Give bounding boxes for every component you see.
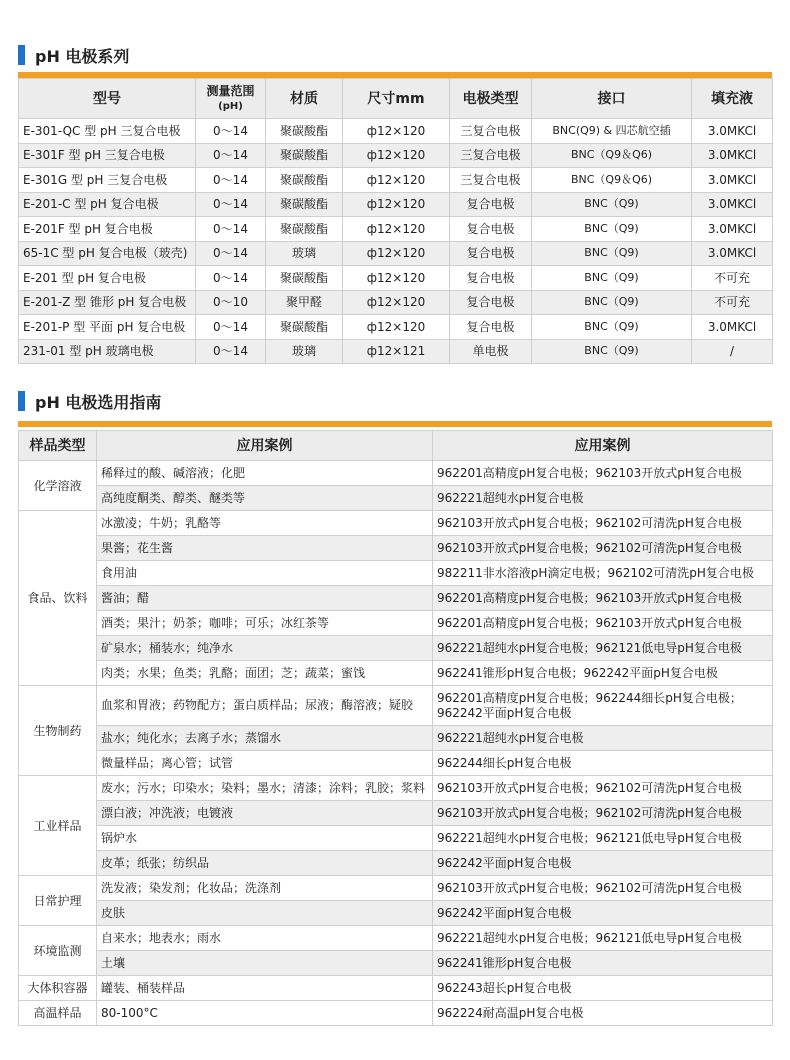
electrode-series-table bbox=[18, 78, 773, 364]
table-row bbox=[19, 339, 773, 364]
cell-product: 962103开放式pH复合电极；962102可清洗pH复合电极 bbox=[433, 511, 773, 536]
cell-product: 962103开放式pH复合电极；962102可清洗pH复合电极 bbox=[433, 536, 773, 561]
cell-application: 肉类；水果；鱼类；乳酪；面团；芝；蔬菜；蜜饯 bbox=[97, 661, 433, 686]
cell-fill: 3.0MKCl bbox=[692, 315, 773, 340]
cell-material: 玻璃 bbox=[266, 339, 343, 364]
cell-product: 962201高精度pH复合电极；962244细长pH复合电极；962242平面pH复合电极 bbox=[433, 686, 773, 726]
table-row bbox=[19, 290, 773, 315]
table-row bbox=[19, 686, 773, 726]
header-material: 材质 bbox=[266, 79, 343, 119]
header-category: 样品类型 bbox=[19, 431, 97, 461]
cell-size: ф12×120 bbox=[343, 168, 450, 193]
cell-product: 962243超长pH复合电极 bbox=[433, 976, 773, 1001]
cell-fill: 3.0MKCl bbox=[692, 192, 773, 217]
table-row bbox=[19, 536, 773, 561]
table-row bbox=[19, 636, 773, 661]
header-application: 应用案例 bbox=[97, 431, 433, 461]
cell-range: 0～14 bbox=[196, 168, 266, 193]
cell-product: 962221超纯水pH复合电极 bbox=[433, 726, 773, 751]
header-model: 型号 bbox=[19, 79, 196, 119]
table-row bbox=[19, 143, 773, 168]
cell-range: 0～14 bbox=[196, 315, 266, 340]
table-row bbox=[19, 241, 773, 266]
header-fill: 填充液 bbox=[692, 79, 773, 119]
cell-material: 聚碳酸酯 bbox=[266, 266, 343, 291]
cell-port: BNC（Q9) bbox=[532, 290, 692, 315]
cell-application: 高纯度酮类、醇类、醚类等 bbox=[97, 486, 433, 511]
selection-guide-table bbox=[18, 430, 773, 1026]
cell-category: 工业样品 bbox=[19, 776, 97, 876]
cell-category: 大体积容器 bbox=[19, 976, 97, 1001]
cell-application: 微量样品；离心管；试管 bbox=[97, 751, 433, 776]
table-row bbox=[19, 315, 773, 340]
cell-product: 962103开放式pH复合电极；962102可清洗pH复合电极 bbox=[433, 801, 773, 826]
cell-material: 聚碳酸酯 bbox=[266, 168, 343, 193]
cell-range: 0～14 bbox=[196, 192, 266, 217]
table-row bbox=[19, 951, 773, 976]
cell-port: BNC（Q9) bbox=[532, 192, 692, 217]
cell-fill: 3.0MKCl bbox=[692, 143, 773, 168]
cell-model: E-301G 型 pH 三复合电极 bbox=[19, 168, 196, 193]
cell-size: ф12×120 bbox=[343, 143, 450, 168]
cell-application: 酱油；醋 bbox=[97, 586, 433, 611]
cell-category: 生物制药 bbox=[19, 686, 97, 776]
cell-material: 玻璃 bbox=[266, 241, 343, 266]
cell-product: 962201高精度pH复合电极；962103开放式pH复合电极 bbox=[433, 461, 773, 486]
cell-product: 962242平面pH复合电极 bbox=[433, 901, 773, 926]
cell-model: E-201-Z 型 锥形 pH 复合电极 bbox=[19, 290, 196, 315]
section-marker bbox=[18, 391, 25, 411]
cell-type: 复合电极 bbox=[450, 217, 532, 242]
table-row bbox=[19, 851, 773, 876]
header-product: 应用案例 bbox=[433, 431, 773, 461]
table-header-row bbox=[19, 431, 773, 461]
header-size: 尺寸mm bbox=[343, 79, 450, 119]
cell-fill: / bbox=[692, 339, 773, 364]
cell-application: 冰激凌；牛奶；乳酪等 bbox=[97, 511, 433, 536]
cell-application: 自来水；地表水；雨水 bbox=[97, 926, 433, 951]
cell-application: 果酱；花生酱 bbox=[97, 536, 433, 561]
section-header-electrode-series bbox=[18, 44, 129, 66]
section-marker bbox=[18, 45, 25, 65]
cell-size: ф12×120 bbox=[343, 119, 450, 144]
table-row bbox=[19, 486, 773, 511]
cell-material: 聚碳酸酯 bbox=[266, 119, 343, 144]
cell-port: BNC（Q9) bbox=[532, 266, 692, 291]
cell-application: 土壤 bbox=[97, 951, 433, 976]
cell-size: ф12×120 bbox=[343, 266, 450, 291]
cell-type: 复合电极 bbox=[450, 290, 532, 315]
cell-material: 聚碳酸酯 bbox=[266, 315, 343, 340]
table-row bbox=[19, 119, 773, 144]
table-row bbox=[19, 801, 773, 826]
cell-type: 三复合电极 bbox=[450, 168, 532, 193]
cell-application: 80-100°C bbox=[97, 1001, 433, 1026]
cell-product: 962221超纯水pH复合电极 bbox=[433, 486, 773, 511]
cell-range: 0～14 bbox=[196, 266, 266, 291]
table-row bbox=[19, 266, 773, 291]
cell-category: 环境监测 bbox=[19, 926, 97, 976]
header-type: 电极类型 bbox=[450, 79, 532, 119]
cell-application: 罐装、桶装样品 bbox=[97, 976, 433, 1001]
table-row bbox=[19, 726, 773, 751]
cell-type: 复合电极 bbox=[450, 315, 532, 340]
cell-product: 962241锥形pH复合电极 bbox=[433, 951, 773, 976]
cell-product: 962242平面pH复合电极 bbox=[433, 851, 773, 876]
cell-range: 0～14 bbox=[196, 143, 266, 168]
cell-port: BNC（Q9＆Q6) bbox=[532, 168, 692, 193]
cell-material: 聚甲醛 bbox=[266, 290, 343, 315]
table-row bbox=[19, 661, 773, 686]
cell-product: 962221超纯水pH复合电极；962121低电导pH复合电极 bbox=[433, 826, 773, 851]
table-row bbox=[19, 926, 773, 951]
cell-application: 盐水；纯化水；去离子水；蒸馏水 bbox=[97, 726, 433, 751]
table-row bbox=[19, 876, 773, 901]
cell-material: 聚碳酸酯 bbox=[266, 217, 343, 242]
cell-range: 0～10 bbox=[196, 290, 266, 315]
cell-type: 复合电极 bbox=[450, 266, 532, 291]
cell-model: E-201 型 pH 复合电极 bbox=[19, 266, 196, 291]
cell-category: 化学溶液 bbox=[19, 461, 97, 511]
cell-port: BNC（Q9) bbox=[532, 217, 692, 242]
table-row bbox=[19, 611, 773, 636]
cell-application: 洗发液；染发剂；化妆品；洗涤剂 bbox=[97, 876, 433, 901]
table-row bbox=[19, 586, 773, 611]
cell-material: 聚碳酸酯 bbox=[266, 143, 343, 168]
table-row bbox=[19, 511, 773, 536]
cell-product: 962221超纯水pH复合电极；962121低电导pH复合电极 bbox=[433, 926, 773, 951]
cell-size: ф12×120 bbox=[343, 217, 450, 242]
cell-category: 食品、饮料 bbox=[19, 511, 97, 686]
cell-size: ф12×120 bbox=[343, 315, 450, 340]
cell-application: 食用油 bbox=[97, 561, 433, 586]
cell-application: 矿泉水；桶装水；纯净水 bbox=[97, 636, 433, 661]
cell-product: 982211非水溶液pH滴定电极；962102可清洗pH复合电极 bbox=[433, 561, 773, 586]
cell-product: 962201高精度pH复合电极；962103开放式pH复合电极 bbox=[433, 586, 773, 611]
header-range-unit: (pH) bbox=[218, 100, 243, 112]
cell-model: E-201-P 型 平面 pH 复合电极 bbox=[19, 315, 196, 340]
table-row bbox=[19, 976, 773, 1001]
cell-port: BNC（Q9) bbox=[532, 241, 692, 266]
cell-fill: 不可充 bbox=[692, 290, 773, 315]
section-title: pH 电极选用指南 bbox=[35, 392, 162, 412]
cell-model: 231-01 型 pH 玻璃电极 bbox=[19, 339, 196, 364]
cell-model: E-201F 型 pH 复合电极 bbox=[19, 217, 196, 242]
table-row bbox=[19, 192, 773, 217]
cell-application: 漂白液；冲洗液；电镀液 bbox=[97, 801, 433, 826]
cell-type: 单电极 bbox=[450, 339, 532, 364]
header-port: 接口 bbox=[532, 79, 692, 119]
cell-product: 962103开放式pH复合电极；962102可清洗pH复合电极 bbox=[433, 876, 773, 901]
cell-model: E-301-QC 型 pH 三复合电极 bbox=[19, 119, 196, 144]
table-row bbox=[19, 776, 773, 801]
cell-model: 65-1C 型 pH 复合电极（玻壳) bbox=[19, 241, 196, 266]
cell-size: ф12×120 bbox=[343, 241, 450, 266]
table-row bbox=[19, 901, 773, 926]
section-header-selection-guide bbox=[18, 390, 161, 412]
cell-product: 962221超纯水pH复合电极；962121低电导pH复合电极 bbox=[433, 636, 773, 661]
section-title: pH 电极系列 bbox=[35, 46, 130, 66]
cell-type: 复合电极 bbox=[450, 192, 532, 217]
cell-type: 三复合电极 bbox=[450, 119, 532, 144]
cell-range: 0～14 bbox=[196, 217, 266, 242]
cell-application: 酒类；果汁；奶茶；咖啡；可乐；冰红茶等 bbox=[97, 611, 433, 636]
cell-product: 962241锥形pH复合电极；962242平面pH复合电极 bbox=[433, 661, 773, 686]
table-row bbox=[19, 826, 773, 851]
cell-type: 复合电极 bbox=[450, 241, 532, 266]
table-row bbox=[19, 461, 773, 486]
cell-application: 稀释过的酸、碱溶液；化肥 bbox=[97, 461, 433, 486]
cell-fill: 3.0MKCl bbox=[692, 119, 773, 144]
cell-fill: 3.0MKCl bbox=[692, 168, 773, 193]
cell-size: ф12×120 bbox=[343, 192, 450, 217]
section-divider bbox=[18, 421, 772, 427]
cell-port: BNC（Q9) bbox=[532, 315, 692, 340]
cell-fill: 3.0MKCl bbox=[692, 217, 773, 242]
table-row bbox=[19, 1001, 773, 1026]
cell-application: 锅炉水 bbox=[97, 826, 433, 851]
table-row bbox=[19, 751, 773, 776]
cell-application: 皮肤 bbox=[97, 901, 433, 926]
cell-range: 0～14 bbox=[196, 339, 266, 364]
cell-product: 962201高精度pH复合电极；962103开放式pH复合电极 bbox=[433, 611, 773, 636]
cell-product: 962224耐高温pH复合电极 bbox=[433, 1001, 773, 1026]
cell-product: 962244细长pH复合电极 bbox=[433, 751, 773, 776]
cell-range: 0～14 bbox=[196, 119, 266, 144]
cell-application: 皮革；纸张；纺织品 bbox=[97, 851, 433, 876]
header-range bbox=[196, 79, 266, 119]
cell-model: E-301F 型 pH 三复合电极 bbox=[19, 143, 196, 168]
table-row bbox=[19, 561, 773, 586]
cell-size: ф12×120 bbox=[343, 290, 450, 315]
cell-application: 废水；污水；印染水；染料；墨水；清漆；涂料；乳胶；浆料 bbox=[97, 776, 433, 801]
table-header-row bbox=[19, 79, 773, 119]
table-row bbox=[19, 168, 773, 193]
header-range-label: 测量范围 bbox=[206, 83, 255, 98]
cell-port: BNC(Q9) & 四芯航空插 bbox=[532, 119, 692, 144]
cell-category: 高温样品 bbox=[19, 1001, 97, 1026]
cell-model: E-201-C 型 pH 复合电极 bbox=[19, 192, 196, 217]
cell-fill: 3.0MKCl bbox=[692, 241, 773, 266]
cell-port: BNC（Q9) bbox=[532, 339, 692, 364]
cell-type: 三复合电极 bbox=[450, 143, 532, 168]
cell-range: 0～14 bbox=[196, 241, 266, 266]
cell-fill: 不可充 bbox=[692, 266, 773, 291]
cell-material: 聚碳酸酯 bbox=[266, 192, 343, 217]
table-row bbox=[19, 217, 773, 242]
cell-category: 日常护理 bbox=[19, 876, 97, 926]
cell-size: ф12×121 bbox=[343, 339, 450, 364]
cell-port: BNC（Q9＆Q6) bbox=[532, 143, 692, 168]
cell-product: 962103开放式pH复合电极；962102可清洗pH复合电极 bbox=[433, 776, 773, 801]
cell-application: 血浆和胃液；药物配方；蛋白质样品；尿液；酶溶液；疑胶 bbox=[97, 686, 433, 726]
